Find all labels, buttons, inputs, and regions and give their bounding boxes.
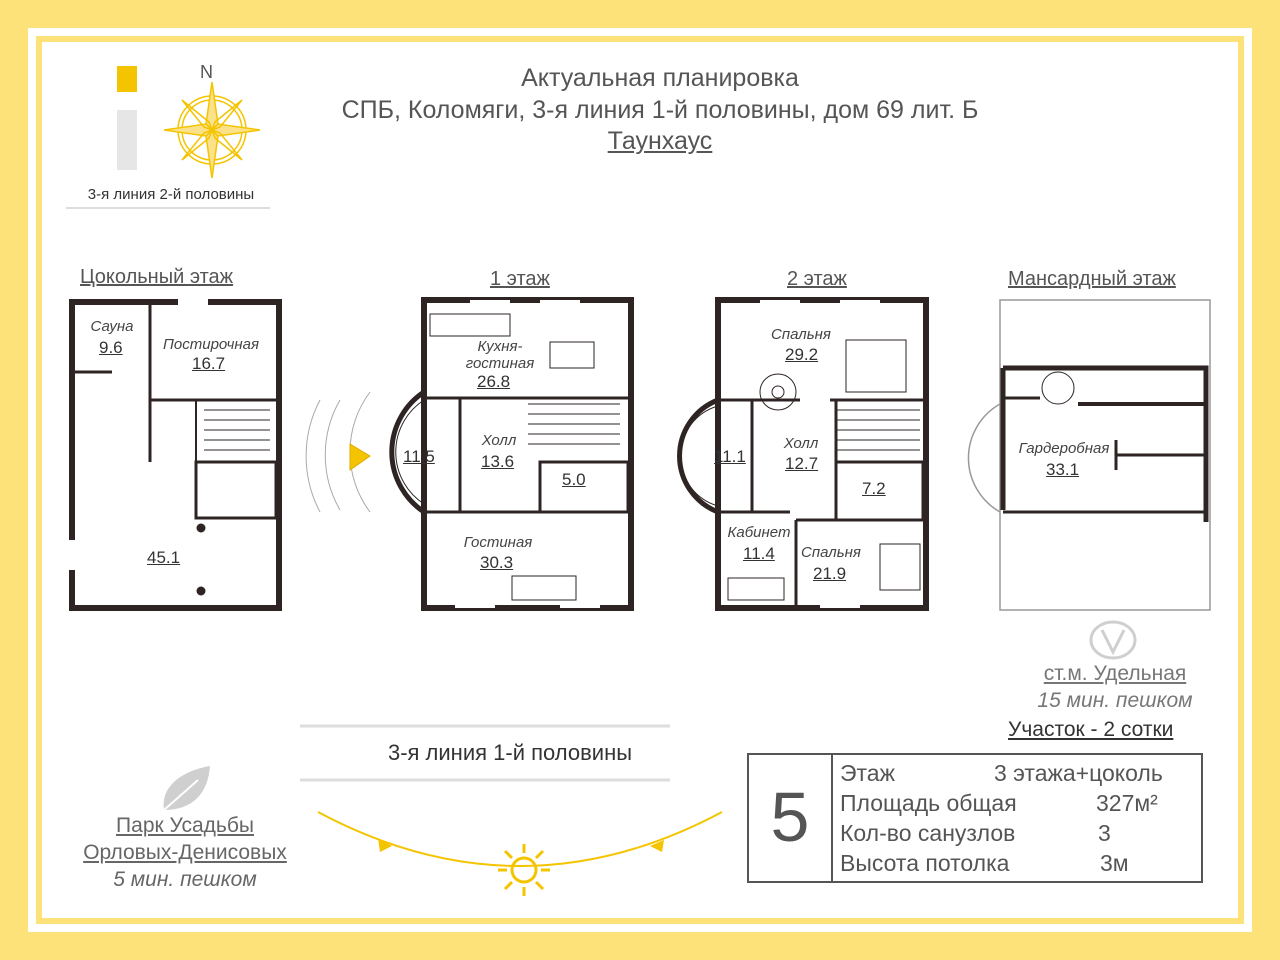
entrance-arrow-icon xyxy=(350,444,370,470)
room-area: 11.4 xyxy=(743,544,775,563)
room-area: 11.1 xyxy=(714,447,746,466)
compass-icon xyxy=(164,82,260,178)
room-area: 21.9 xyxy=(813,564,847,583)
stat-value: 3 этажа+цоколь xyxy=(994,760,1163,786)
room-area: 12.7 xyxy=(785,454,819,473)
sun-arrow-left-icon xyxy=(378,838,392,852)
room-name: Гардеробная xyxy=(1018,440,1110,457)
room-area: 30.3 xyxy=(480,553,514,572)
room-area: 45.1 xyxy=(147,548,181,567)
room-area: 11.5 xyxy=(403,447,435,466)
street-bottom-label: 3-я линия 1-й половины xyxy=(387,740,633,765)
stat-label: Этаж xyxy=(840,760,895,786)
metro-walk: 15 мин. пешком xyxy=(1037,689,1193,712)
street-top-label: 3-я линия 2-й половины xyxy=(87,186,255,203)
room-area: 13.6 xyxy=(481,452,515,471)
park-walk: 5 мин. пешком xyxy=(113,868,257,891)
room-name: Гостиная xyxy=(463,534,533,551)
room-area: 9.6 xyxy=(99,338,123,357)
room-area: 5.0 xyxy=(562,470,586,489)
floor-label-second: 2 этаж xyxy=(787,268,847,290)
room-name: Холл xyxy=(481,432,517,449)
room-area: 26.8 xyxy=(477,372,511,391)
floor-label-basement: Цокольный этаж xyxy=(80,266,234,288)
plot-size: Участок - 2 сотки xyxy=(1008,718,1174,741)
room-area: 33.1 xyxy=(1046,460,1080,479)
park-name-line1: Парк Усадьбы xyxy=(116,814,254,837)
metro-info xyxy=(1010,660,1220,714)
stat-label: Площадь общая xyxy=(840,790,1017,816)
metro-station: ст.м. Удельная xyxy=(1043,662,1187,685)
stat-value: 3м xyxy=(1100,850,1129,876)
metro-icon xyxy=(1091,622,1135,658)
title-type: Таунхаус xyxy=(607,127,713,155)
floor-label-first: 1 этаж xyxy=(490,268,550,290)
stat-label: Кол-во санузлов xyxy=(840,820,1016,846)
title-line1: Актуальная планировка xyxy=(521,64,799,92)
room-name: Сауна xyxy=(90,318,134,335)
room-name: Кабинет xyxy=(727,524,791,541)
sun-icon xyxy=(498,844,550,896)
park-info xyxy=(60,812,310,893)
stat-label: Высота потолка xyxy=(840,850,1010,876)
room-name: Холл xyxy=(783,435,819,452)
leaf-icon xyxy=(164,766,210,810)
summary-big-number: 5 xyxy=(770,778,810,856)
stat-value: 3 xyxy=(1098,820,1111,846)
room-area: 7.2 xyxy=(862,479,886,498)
room-name: Постирочная xyxy=(163,336,259,353)
park-name-line2: Орловых-Денисовых xyxy=(83,841,287,864)
room-name: Спальня xyxy=(801,544,861,561)
room-area: 16.7 xyxy=(192,354,226,373)
room-area: 29.2 xyxy=(785,345,819,364)
floor-label-attic: Мансардный этаж xyxy=(1008,268,1176,290)
stat-value: 327м² xyxy=(1096,790,1158,816)
north-label: N xyxy=(200,62,213,82)
room-name: Спальня xyxy=(771,326,831,343)
title-address: СПБ, Коломяги, 3-я линия 1-й половины, дом 69 лит. Б xyxy=(341,96,979,124)
room-name: Кухня-гостиная xyxy=(465,338,535,372)
